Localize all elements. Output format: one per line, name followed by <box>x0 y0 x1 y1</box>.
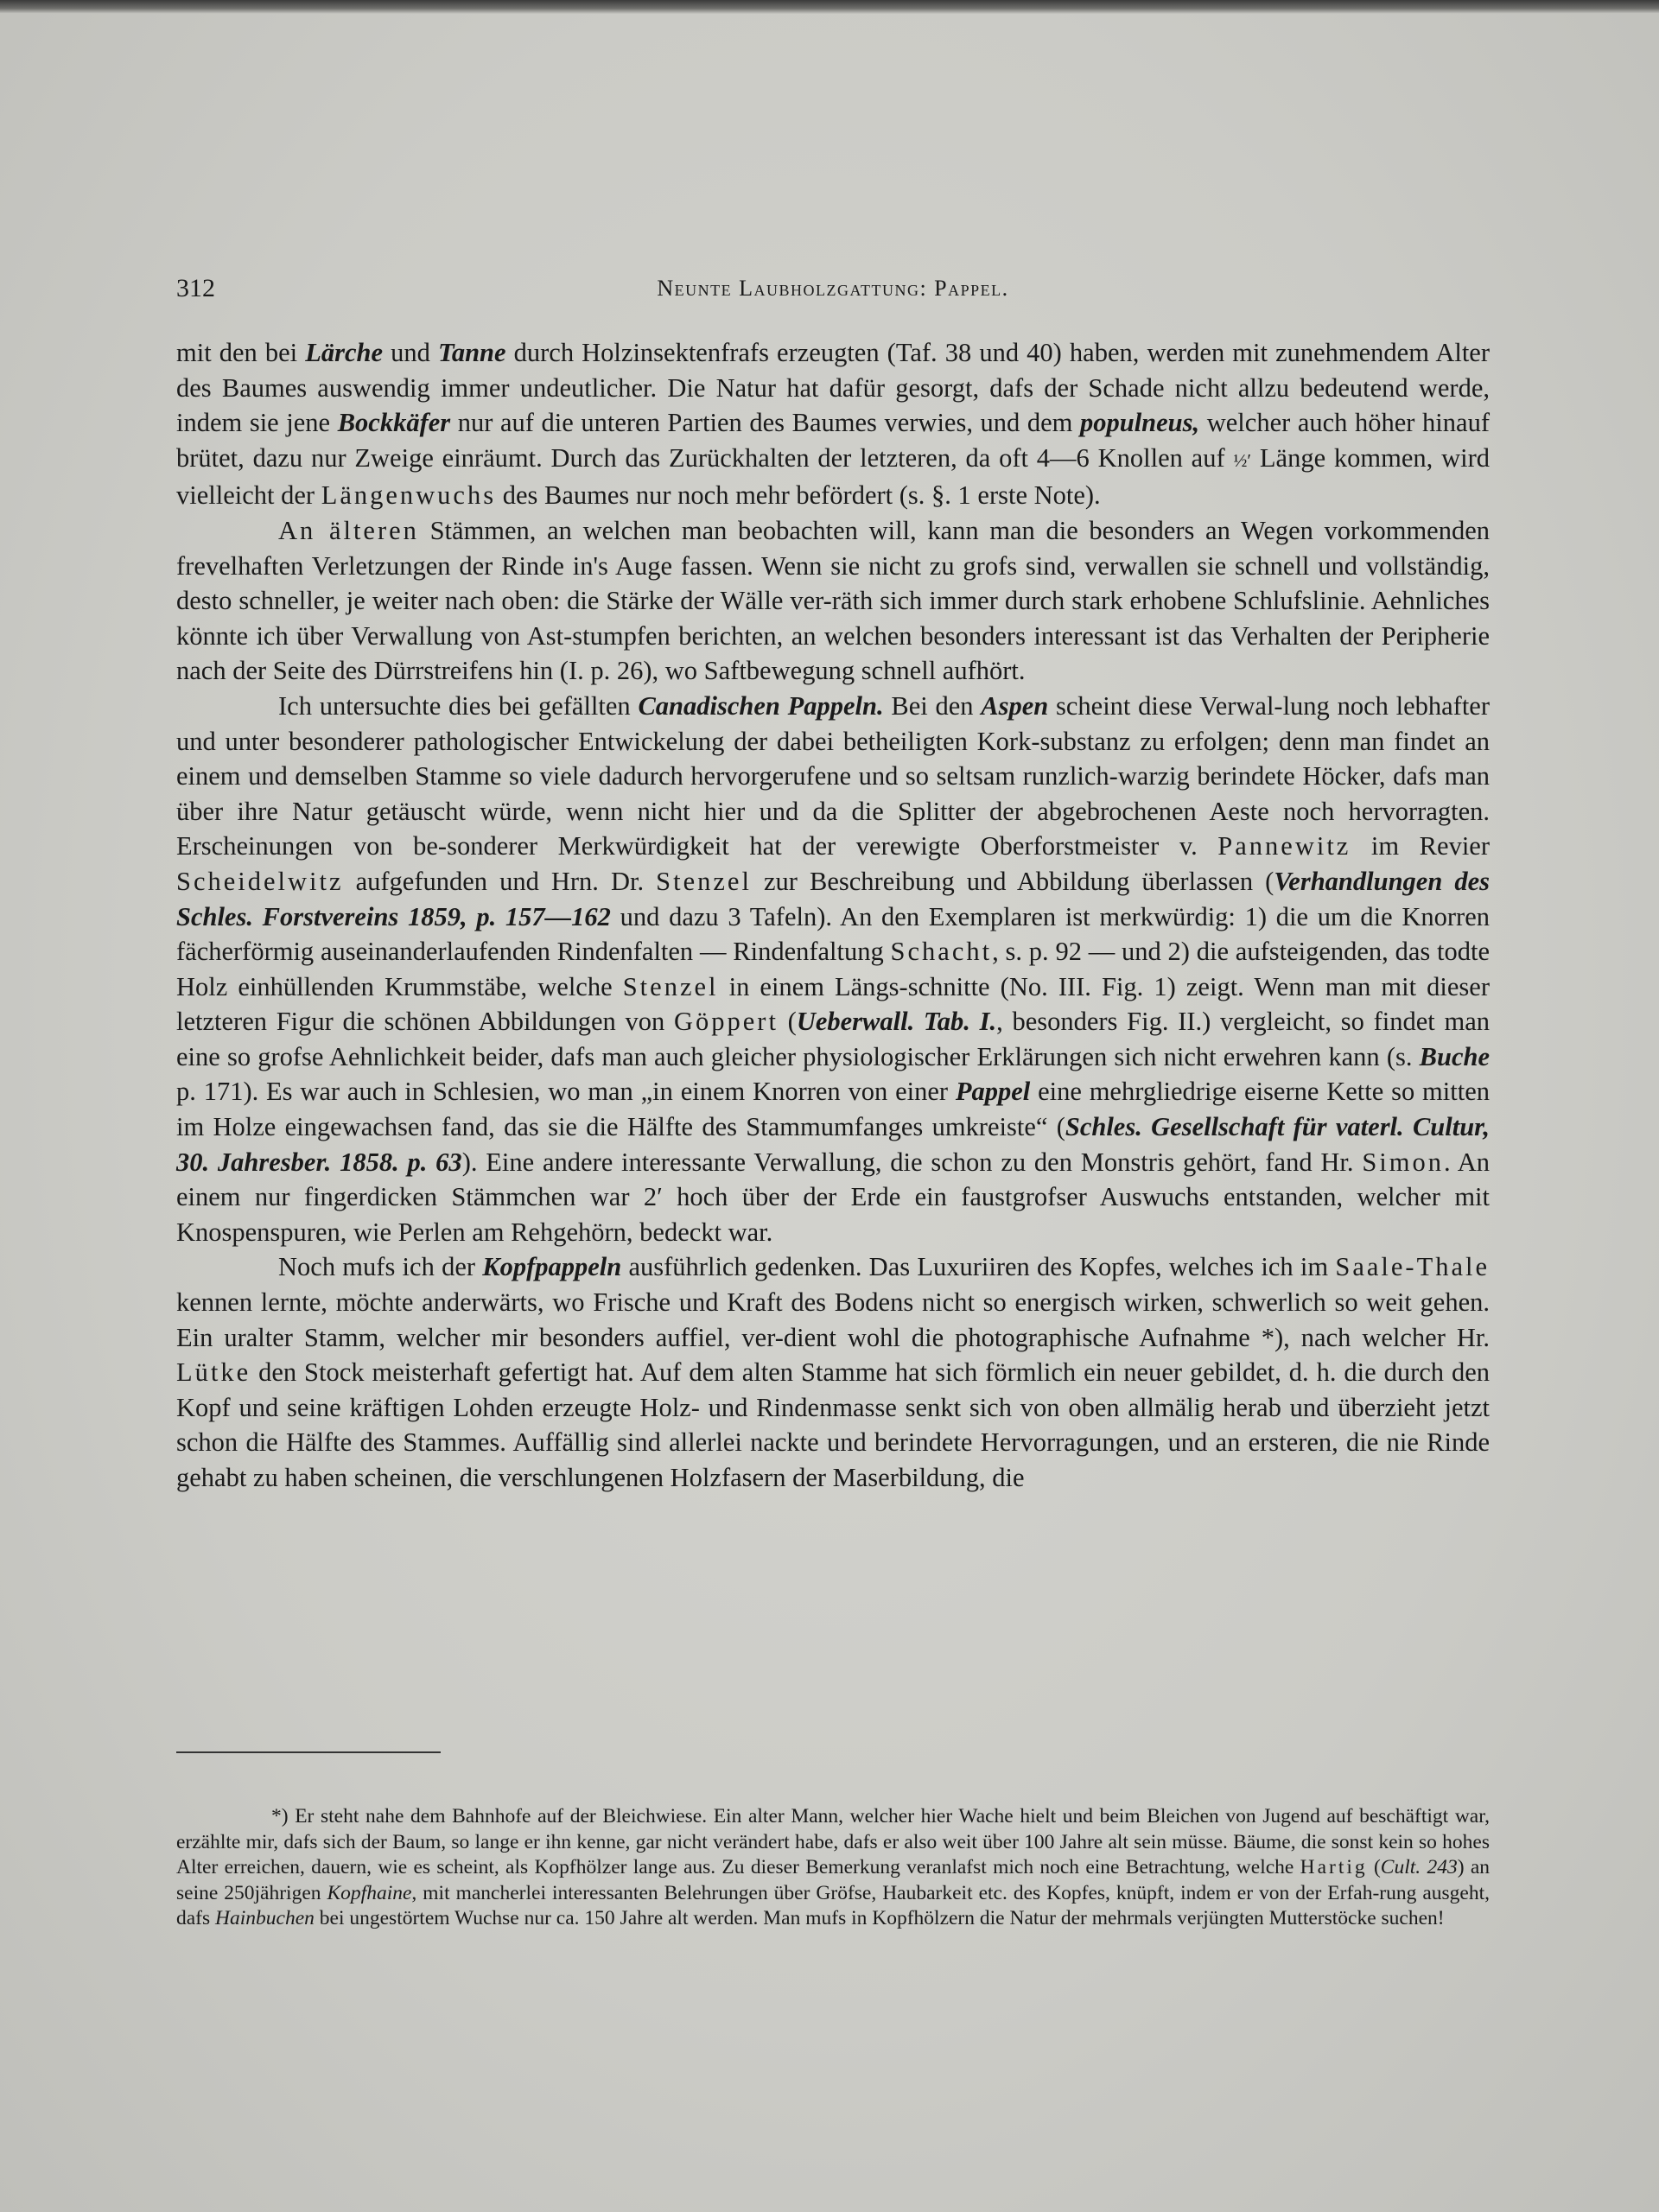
italic-term: Buche <box>1419 1041 1490 1071</box>
page-header <box>176 271 1490 306</box>
footnote-1 <box>176 1804 1490 1932</box>
scan-top-edge <box>0 0 1659 14</box>
text-run: Noch mufs ich der <box>278 1252 483 1282</box>
spaced-term: An älteren <box>278 515 419 545</box>
italic-term: populneus, <box>1080 408 1200 438</box>
text-run: aufgefunden und Hrn. Dr. <box>343 866 657 896</box>
text-run: im Revier <box>1351 831 1490 861</box>
italic-term: Aspen <box>981 690 1049 721</box>
page-number: 312 <box>176 274 215 302</box>
text-run: Länge kommen, wird vielleicht der <box>176 442 1490 511</box>
text-run: Ich untersuchte dies bei gefällten <box>278 690 639 721</box>
spaced-name: Göppert <box>673 1007 779 1037</box>
text-run: Bei den <box>883 690 982 721</box>
spaced-name: Scheidelwitz <box>176 866 344 896</box>
fraction: ½′ <box>1233 449 1252 471</box>
spaced-term: Saale-Thale <box>1335 1252 1490 1282</box>
text-run: *) Er steht nahe dem Bahnhofe auf der Bleichwiese. Ein alter Mann, welcher hier Wache hielt und beim Bleichen von Jugend auf beschäftigt war, erzählte mir, dafs sich der Baum, so lange er ihn kenne, gar nicht verändert habe, dafs er also weit über 100 Jahre alt sein müsse. Bäume, die sonst kein so hohes Alter erreichen, dauern, wie es scheint, als Kopfhölzer lange aus. Zu dieser Bemerkung veranlafst mich noch eine Betrachtung, welche <box>176 1805 1490 1878</box>
italic-citation: Verhandlungen des Schles. Forstvereins 1859, p. 157—162 <box>176 866 1490 931</box>
text-run: eine mehrgliedrige eiserne Kette so mitten im Holze eingewachsen fand, das sie die Hälfte des Stammumfanges umkreiste“ ( <box>176 1077 1490 1142</box>
text-run: welcher auch höher hinauf brütet, dazu nur Zweige einräumt. Durch das Zurückhalten der letzteren, da oft 4—6 Knollen auf <box>176 408 1490 473</box>
italic-term: Hainbuchen <box>215 1907 315 1929</box>
text-run: ). Eine andere interessante Verwallung, die schon zu den Monstris gehört, fand Hr. <box>461 1147 1363 1177</box>
spaced-name: Lütke <box>176 1357 251 1388</box>
italic-term: Bockkäfer <box>337 408 451 438</box>
spaced-name: Schacht <box>890 937 993 967</box>
text-run: ( <box>1367 1856 1381 1878</box>
text-run: ) an seine 250jährigen <box>176 1856 1490 1904</box>
text-run: nur auf die unteren Partien des Baumes verwies, und dem <box>450 408 1080 438</box>
text-run: mit den bei <box>176 338 306 367</box>
text-run: , besonders Fig. II.) vergleicht, so findet man eine so grofse Aehnlichkeit beider, dafs man auch gleicher physiologischer Erklärungen sich nicht erwehren kann (s. <box>176 1007 1490 1071</box>
book-page <box>0 14 1659 2212</box>
text-run: zur Beschreibung und Abbildung überlassen ( <box>751 866 1274 896</box>
text-run: durch Holzinsektenfrafs erzeugten (Taf. 38 und 40) haben, werden mit zunehmendem Alter des Baumes auswendig immer undeutlicher. Die Natur hat dafür gesorgt, dafs der Schade nicht allzu bedeutend werde, indem sie jene <box>176 338 1490 438</box>
running-head: Neunte Laubholzgattung: Pappel. <box>657 276 1009 301</box>
footnotes <box>176 1804 1490 1932</box>
text-run: ausführlich gedenken. Das Luxuriiren des Kopfes, welches ich im <box>621 1252 1336 1282</box>
spaced-term: Längenwuchs <box>321 480 497 511</box>
spaced-name: Stenzel <box>622 971 719 1001</box>
italic-term: Kopfpappeln <box>482 1252 622 1282</box>
text-run: den Stock meisterhaft gefertigt hat. Auf dem alten Stamme hat sich förmlich ein neuer gebildet, d. h. die durch den Kopf und seine kräftigen Lohden erzeugte Holz- und Rindenmasse senkt sich von oben allmälig herab und überzieht jetzt schon die Hälfte des Stammes. Auffällig sind allerlei nackte und berindete Hervorragungen, und an ersteren, die nie Rinde gehabt zu haben scheinen, die verschlungenen Holzfasern der Maserbildung, die <box>176 1357 1490 1492</box>
text-run: p. 171). Es war auch in Schlesien, wo man „in einem Knorren von einer <box>176 1077 956 1107</box>
paragraph-1 <box>176 335 1490 513</box>
italic-term: Lärche <box>305 338 384 367</box>
text-run: . An einem nur fingerdicken Stämmchen war 2′ hoch über der Erde ein faustgrofser Auswuchs entstanden, welcher mit Knospenspuren, wie Perlen am Rehgehörn, bedeckt war. <box>176 1147 1491 1247</box>
text-run: in einem Längs-schnitte (No. III. Fig. 1) zeigt. Wenn man mit dieser letzteren Figur die schönen Abbildungen von <box>176 971 1490 1037</box>
spaced-name: Stenzel <box>656 866 752 896</box>
paragraph-3 <box>176 689 1490 1250</box>
footnote-rule <box>176 1751 441 1753</box>
text-run: kennen lernte, möchte anderwärts, wo Frische und Kraft des Bodens nicht so energisch wirken, schwerlich so weit gehen. Ein uralter Stamm, welcher mir besonders auffiel, ver-dient wohl die photographische Aufnahme *), nach welcher Hr. <box>176 1287 1490 1352</box>
text-run: Stämmen, an welchen man beobachten will, kann man die besonders an Wegen vorkommenden frevelhaften Verletzungen der Rinde in's Auge fassen. Wenn sie nicht zu grofs sind, verwallen sie schnell und vollständig, desto schneller, je weiter nach oben: die Stärke der Wälle ver-räth sich immer durch stark erhobene Schlufslinie. Aehnliches könnte ich über Verwallung von Ast-stumpfen berichten, an welchen besonders interessant ist das Verhalten der Peripherie nach der Seite des Dürrstreifens hin (I. p. 26), wo Saftbewegung schnell aufhört. <box>176 515 1490 686</box>
italic-term: Kopfhaine <box>327 1881 412 1904</box>
italic-citation: Cult. 243 <box>1380 1856 1458 1878</box>
italic-citation: Ueberwall. Tab. I. <box>796 1007 997 1037</box>
text-run: , mit mancherlei interessanten Belehrungen über Gröfse, Haubarkeit etc. des Kopfes, knüpft, indem er von der Erfah-rung ausgeht, dafs <box>176 1881 1490 1929</box>
spaced-name: Simon <box>1362 1147 1444 1177</box>
spaced-name: Hartig <box>1300 1856 1368 1878</box>
paragraph-2 <box>176 513 1490 689</box>
italic-term: Canadischen Pappeln. <box>638 690 884 721</box>
paragraph-4 <box>176 1249 1490 1495</box>
text-run: und <box>383 338 438 367</box>
italic-citation: Schles. Gesellschaft für vaterl. Cultur, 30. Jahresber. 1858. p. 63 <box>176 1112 1490 1177</box>
text-run: des Baumes nur noch mehr befördert (s. §. 1 erste Note). <box>496 480 1101 511</box>
text-run: scheint diese Verwal-lung noch lebhafter und unter besonderer pathologischer Entwickelung der dabei betheiligten Kork-substanz zu erfolgen; denn man findet an einem und demselben Stamme so viele dadurch hervorgerufene und so seltsam runzlich-warzig berindete Höcker, dafs man über ihre Natur getäuscht würde, wenn nicht hier und da die Splitter der abgebrochenen Aeste noch hervorragten. Erscheinungen von be-sonderer Merkwürdigkeit hat der verewigte Oberforstmeister v. <box>176 690 1490 861</box>
text-run: ( <box>778 1007 797 1037</box>
text-run: und dazu 3 Tafeln). An den Exemplaren ist merkwürdig: 1) die um die Knorren fächerförmig auseinanderlaufenden Rindenfalten — Rindenfaltung <box>176 901 1490 967</box>
text-run: , s. p. 92 — und 2) die aufsteigenden, das todte Holz einhüllenden Krummstäbe, welche <box>176 937 1490 1001</box>
spaced-name: Pannewitz <box>1217 831 1351 861</box>
italic-term: Pappel <box>955 1077 1031 1107</box>
text-run: bei ungestörtem Wuchse nur ca. 150 Jahre alt werden. Man mufs in Kopfhölzern die Natur der mehrmals verjüngten Mutterstöcke suchen! <box>314 1907 1445 1929</box>
italic-term: Tanne <box>437 338 506 367</box>
body-text <box>176 335 1490 1496</box>
